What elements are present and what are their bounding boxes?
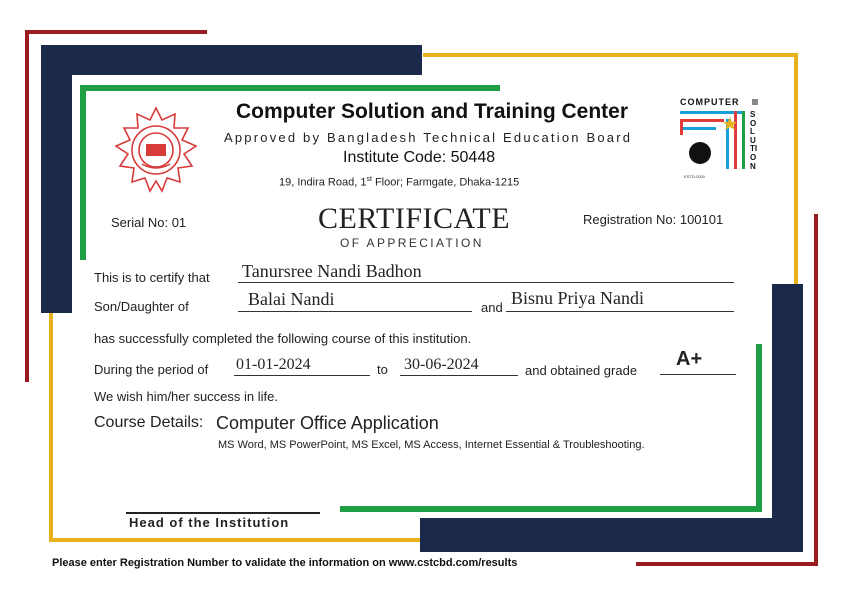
start-date-underline (234, 375, 370, 376)
frame-green-left-vertical (80, 85, 86, 260)
and-label: and (481, 300, 503, 315)
address-part-1: 19, Indira Road, 1 (279, 176, 367, 189)
certify-label: This is to certify that (94, 270, 210, 285)
registration-value: 100101 (679, 212, 724, 227)
registration-label: Registration No: (583, 212, 677, 227)
frame-gold-left-vertical (49, 300, 53, 542)
mother-name-underline (506, 311, 734, 312)
frame-red-bottom-horizontal (636, 562, 818, 566)
logo-est-text: ESTD-2000 (684, 174, 705, 179)
to-label: to (377, 362, 388, 377)
serial-value: 01 (171, 215, 187, 230)
institute-name: Computer Solution and Training Center (236, 100, 629, 123)
frame-red-top-left-horizontal (25, 30, 207, 34)
logo-square-icon (752, 99, 758, 105)
start-date: 01-01-2024 (236, 356, 311, 373)
end-date-underline (400, 375, 518, 376)
father-name: Balai Nandi (248, 289, 335, 309)
logo-side-text: SOLUTION (750, 110, 758, 171)
student-name-underline (238, 282, 734, 283)
approval-text: Approved by Bangladesh Technical Education Board (224, 130, 633, 145)
address-superscript: st (366, 176, 372, 183)
bteb-seal-icon (112, 106, 200, 194)
period-label: During the period of (94, 362, 209, 377)
address (279, 176, 519, 189)
wish-text: We wish him/her success in life. (94, 389, 278, 404)
grade-label: and obtained grade (525, 363, 638, 378)
frame-green-right-vertical (756, 344, 762, 512)
registration-number (583, 212, 723, 227)
signature-line (126, 512, 320, 514)
frame-red-right-vertical (814, 214, 818, 566)
frame-green-top-horizontal (80, 85, 500, 91)
serial-label: Serial No: (111, 215, 169, 230)
computer-solution-logo (678, 97, 762, 185)
parent-label: Son/Daughter of (94, 299, 189, 314)
student-name: Tanursree Nandi Badhon (242, 261, 422, 281)
frame-red-top-left-vertical (25, 30, 29, 382)
course-modules: MS Word, MS PowerPoint, MS Excel, MS Access, Internet Essential & Troubleshooting. (218, 439, 645, 451)
course-name: Computer Office Application (216, 413, 439, 433)
institute-code: Institute Code: 50448 (343, 149, 496, 166)
logo-top-text: COMPUTER (680, 97, 740, 107)
frame-gold-top-horizontal (423, 53, 798, 57)
serial-number (111, 215, 186, 230)
mother-name: Bisnu Priya Nandi (511, 288, 644, 308)
certificate-subtitle: OF APPRECIATION (340, 236, 484, 250)
validation-note: Please enter Registration Number to validate the information on www.cstcbd.com/results (52, 557, 518, 569)
completed-text: has successfully completed the following course of this institution. (94, 331, 472, 346)
course-details-label: Course Details: (94, 414, 204, 431)
frame-green-bottom-horizontal (340, 506, 762, 512)
frame-gold-bottom-horizontal (49, 538, 421, 542)
grade-underline (660, 374, 736, 375)
end-date: 30-06-2024 (404, 356, 479, 373)
certificate-title: CERTIFICATE (318, 202, 511, 235)
grade-value: A+ (676, 348, 703, 370)
father-name-underline (238, 311, 472, 312)
frame-gold-right-vertical (794, 53, 798, 285)
signature-label: Head of the Institution (129, 515, 290, 530)
logo-graphic-icon (678, 109, 750, 171)
address-part-2: Floor; Farmgate, Dhaka-1215 (371, 176, 520, 189)
